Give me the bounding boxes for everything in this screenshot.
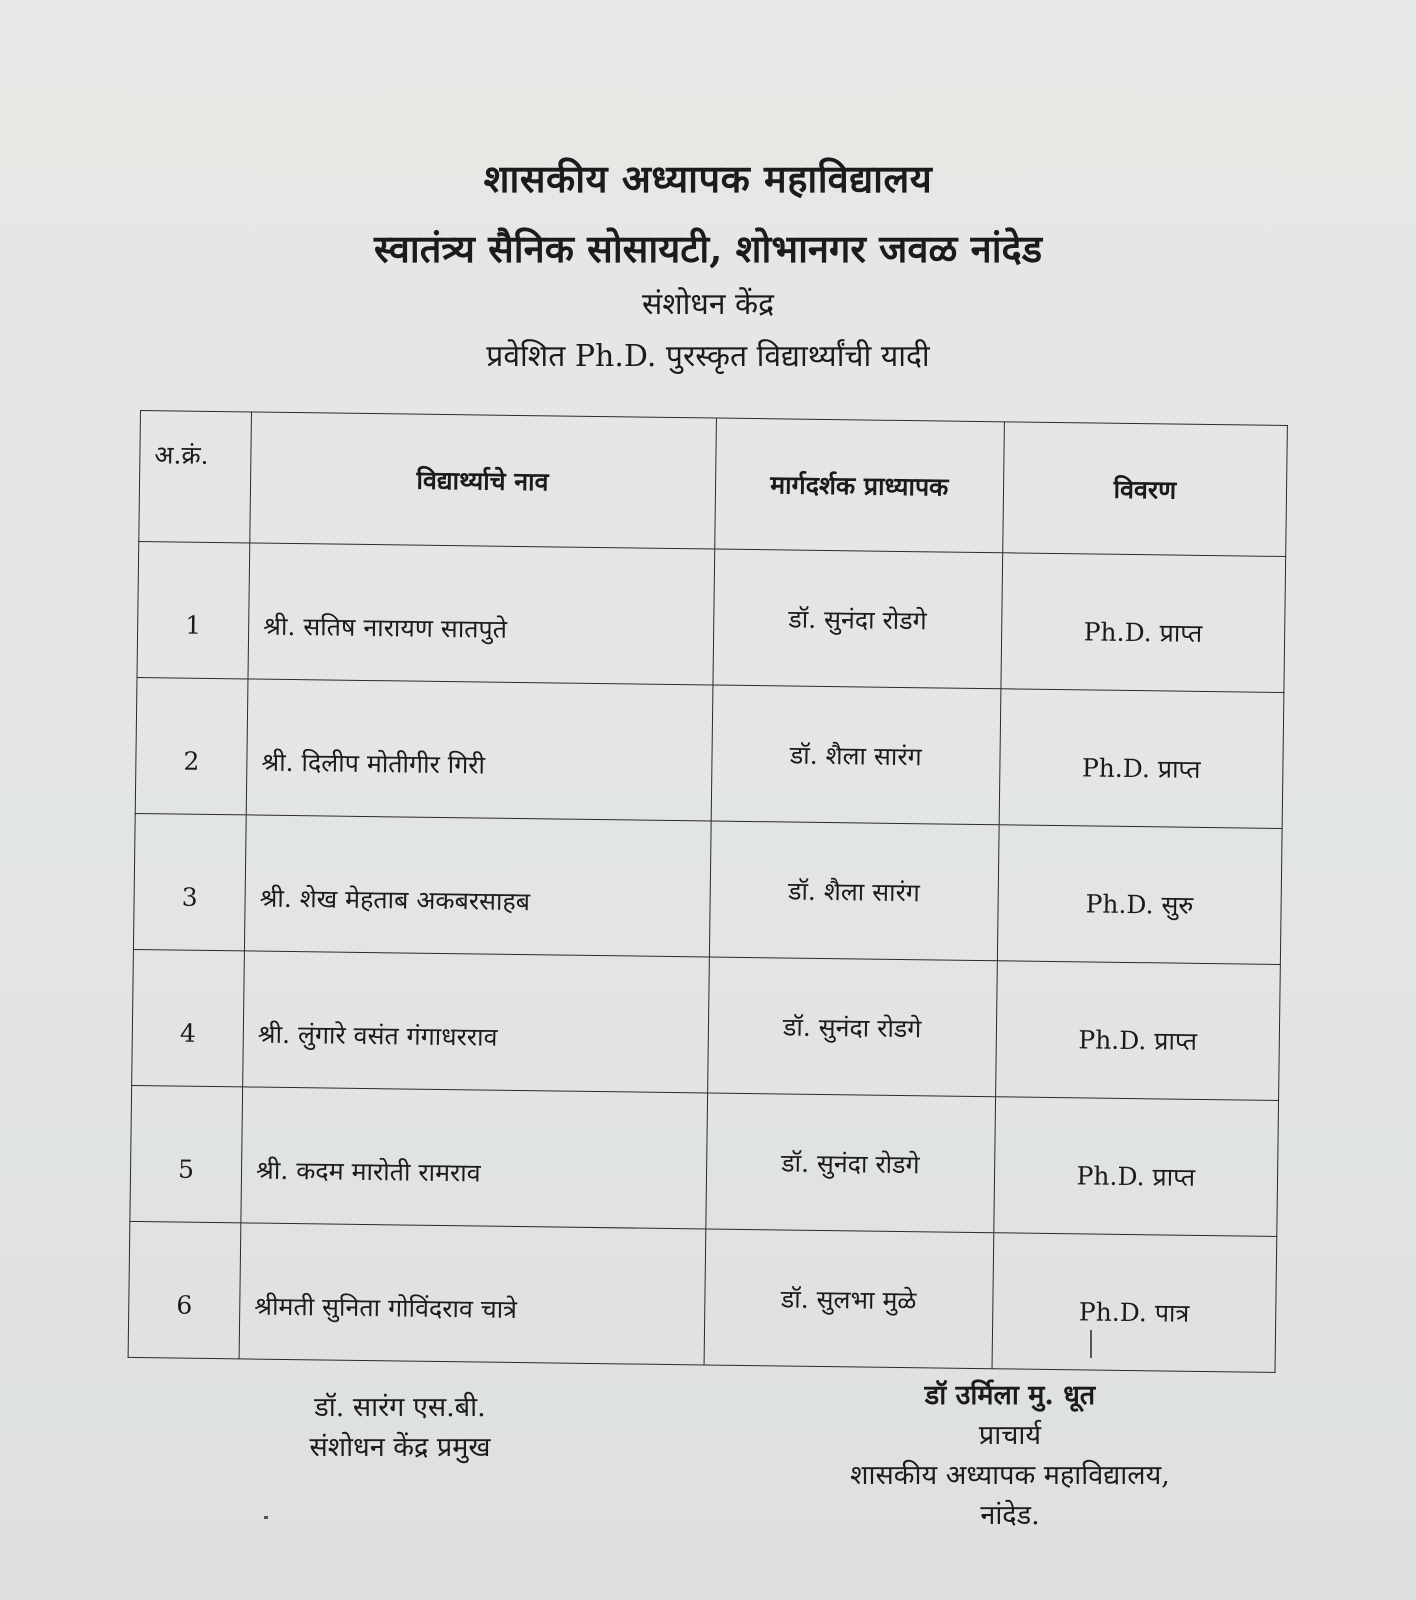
students-table [128,410,1288,1373]
research-head-title: संशोधन केंद्र प्रमुख [309,1432,491,1463]
student-name-cell: श्री. सतिष नारायण सातपुते [248,543,714,685]
table-row [137,541,1286,692]
student-name-cell: श्रीमती सुनिता गोविंदराव चात्रे [239,1223,705,1365]
table-row [133,813,1282,964]
status-cell: Ph.D. प्राप्त [1001,553,1286,693]
serial-cell: 3 [133,813,246,950]
guide-cell: डॉ. सुलभा मुळे [704,1229,994,1369]
column-header-student-name: विद्यार्थ्याचे नाव [250,412,716,549]
list-title: प्रवेशित Ph.D. पुरस्कृत विद्यार्थ्यांची यादी [486,339,930,374]
guide-cell: डॉ. शैला सारंग [711,685,1001,825]
principal-title: प्राचार्य [978,1420,1042,1451]
research-head-signature-block [250,1388,550,1468]
table-header-row [139,411,1288,557]
status-cell: Ph.D. प्राप्त [993,1097,1278,1237]
serial-cell: 5 [130,1085,243,1222]
serial-cell: 6 [128,1221,241,1358]
college-address: स्वातंत्र्य सैनिक सोसायटी, शोभानगर जवळ नांदेड [373,226,1043,271]
table-row [130,1085,1279,1236]
column-header-guide: मार्गदर्शक प्राध्यापक [715,418,1005,553]
college-name: शासकीय अध्यापक महाविद्यालय [483,156,933,201]
principal-name: डॉ उर्मिला मु. धूत [924,1380,1096,1411]
guide-cell: डॉ. सुनंदा रोडगे [713,549,1003,689]
serial-cell: 2 [135,677,248,814]
status-cell: Ph.D. प्राप्त [999,689,1284,829]
student-name-cell: श्री. दिलीप मोतीगीर गिरी [246,679,712,821]
status-cell: Ph.D. सुरु [997,825,1282,965]
status-cell: Ph.D. प्राप्त [995,961,1280,1101]
principal-signature-block [800,1376,1220,1536]
research-head-name: डॉ. सारंग एस.बी. [314,1392,486,1423]
student-name-cell: श्री. लुंगारे वसंत गंगाधरराव [243,951,709,1093]
table-row [135,677,1284,828]
principal-organization: शासकीय अध्यापक महाविद्यालय, [850,1460,1170,1491]
stray-mark [1090,1330,1092,1358]
research-center-title: संशोधन केंद्र [641,287,775,322]
student-name-cell: श्री. कदम मारोती रामराव [241,1087,707,1229]
column-header-status: विवरण [1002,422,1287,557]
table-row [128,1221,1277,1372]
table-row [132,949,1281,1100]
status-cell: Ph.D. पात्र [992,1233,1277,1373]
principal-city: नांदेड. [980,1500,1040,1531]
column-header-serial: अ.क्रं. [139,411,252,543]
serial-cell: 1 [137,541,250,678]
guide-cell: डॉ. सुनंदा रोडगे [706,1093,996,1233]
guide-cell: डॉ. शैला सारंग [709,821,999,961]
student-name-cell: श्री. शेख मेहताब अकबरसाहब [245,815,711,957]
guide-cell: डॉ. सुनंदा रोडगे [707,957,997,1097]
serial-cell: 4 [132,949,245,1086]
stray-mark [264,1516,268,1519]
